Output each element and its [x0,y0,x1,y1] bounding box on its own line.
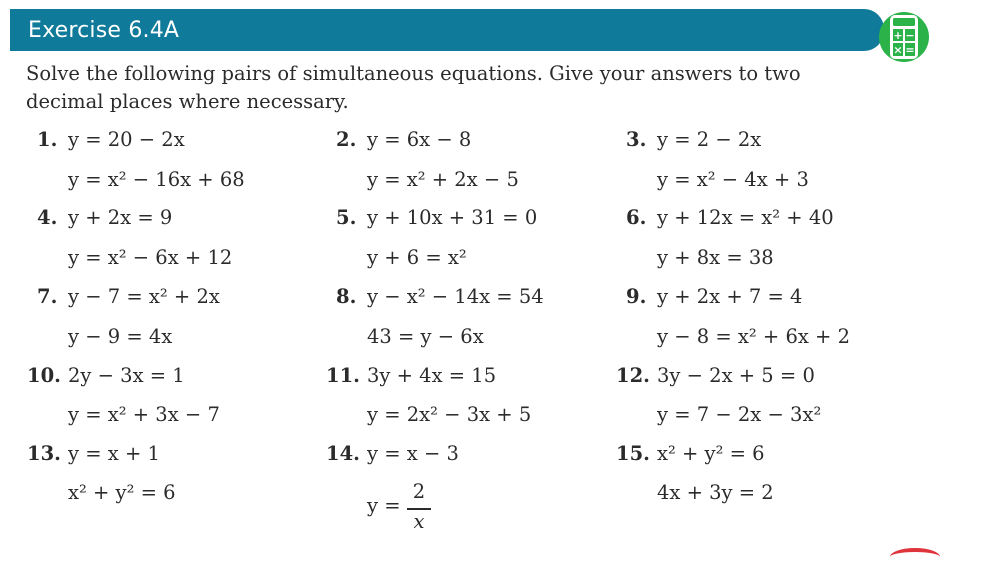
equation-lhs: y = [367,494,401,517]
equation-line: x² + y² = 6 [68,481,176,504]
calculator-icon [878,5,930,69]
equation-line: y = x² + 2x − 5 [367,168,519,191]
equation-line: y − 8 = x² + 6x + 2 [657,325,850,348]
svg-text:+: + [893,29,903,42]
equation-line: y = x − 3 [367,442,459,465]
equation-line: y + 2x = 9 [68,206,173,229]
equation-line: 4x + 3y = 2 [657,481,774,504]
equation-line: y = x² − 4x + 3 [657,168,809,191]
equation-line: y − 7 = x² + 2x [68,285,220,308]
fraction-numerator: 2 [412,480,426,503]
problem-number: 14. [326,442,360,465]
equation-line: y + 6 = x² [367,246,467,269]
problem-number: 13. [27,442,61,465]
equation-line: y = x + 1 [68,442,160,465]
problem-number: 3. [626,128,647,151]
equation-line: y − 9 = 4x [68,325,173,348]
equation-line: 2y − 3x = 1 [68,364,185,387]
svg-text:−: − [905,29,915,42]
equation-line: 43 = y − 6x [367,325,484,348]
problem-number: 10. [27,364,61,387]
instructions: Solve the following pairs of simultaneous equations. Give your answers to two decimal places where necessary. [26,62,801,113]
equation-line: y + 8x = 38 [657,246,774,269]
problem-number: 15. [616,442,650,465]
fraction-denominator: x [413,510,425,533]
equation-line: y = x² − 16x + 68 [68,168,245,191]
problem-number: 8. [336,285,357,308]
problem-number: 11. [326,364,360,387]
svg-text:=: = [905,43,915,57]
equation-line: y = 6x − 8 [367,128,472,151]
problem-number: 12. [616,364,650,387]
problem-number: 1. [37,128,58,151]
equation-line: y = x² + 3x − 7 [68,403,220,426]
problem-number: 9. [626,285,647,308]
equation-line: y + 10x + 31 = 0 [367,206,538,229]
exercise-banner [10,9,884,51]
equation-line: y + 12x = x² + 40 [657,206,834,229]
problem-number: 5. [336,206,357,229]
problem-number: 2. [336,128,357,151]
equation-line: y = 2 − 2x [657,128,762,151]
equation-line: y = 7 − 2x − 3x² [657,403,822,426]
problem-number: 6. [626,206,647,229]
page-decoration [890,548,940,566]
problem-number: 4. [37,206,58,229]
equation-line: x² + y² = 6 [657,442,765,465]
equation-line: y − x² − 14x = 54 [367,285,544,308]
svg-text:×: × [893,43,903,57]
equation-line: y = 2x² − 3x + 5 [367,403,532,426]
exercise-title: Exercise 6.4A [28,18,180,43]
equation-line: y = 20 − 2x [68,128,185,151]
equation-line: y + 2x + 7 = 4 [657,285,803,308]
equation-line: y = x² − 6x + 12 [68,246,233,269]
equation-line: 3y − 2x + 5 = 0 [657,364,815,387]
problem-number: 7. [37,285,58,308]
equation-line: 3y + 4x = 15 [367,364,497,387]
